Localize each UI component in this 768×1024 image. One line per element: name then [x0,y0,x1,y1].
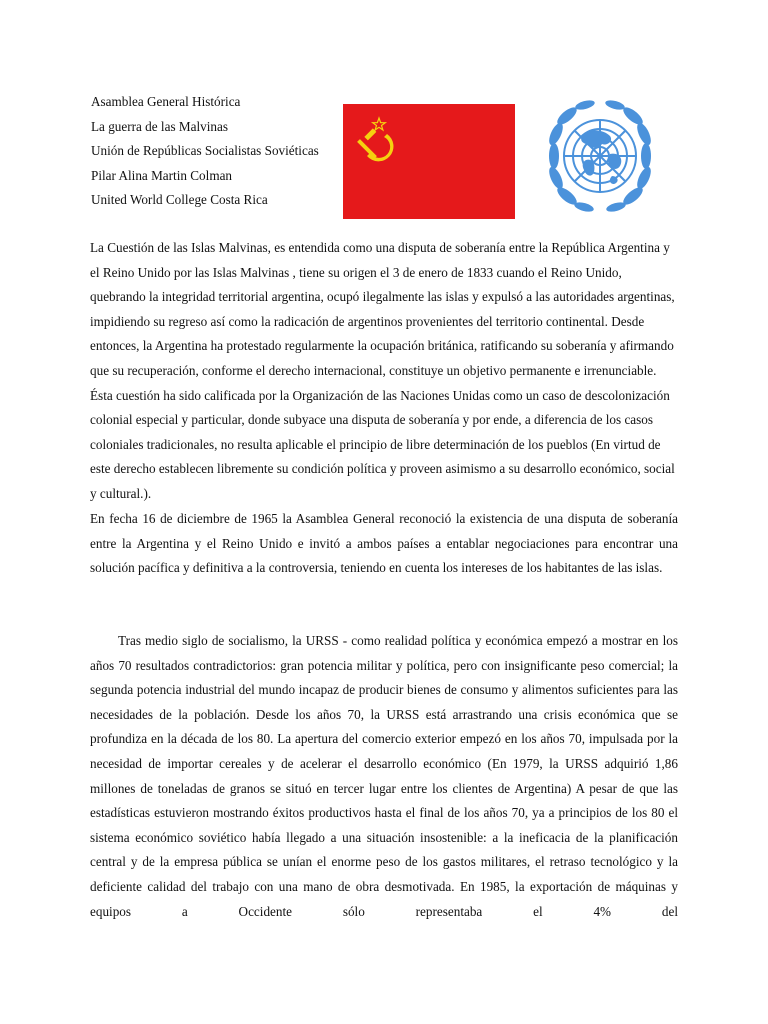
paragraph-general-assembly [90,507,678,581]
header-topic: La guerra de las Malvinas [91,118,228,134]
header-author: Pilar Alina Martin Colman [91,167,233,183]
paragraph-3-text: Tras medio siglo de socialismo, la URSS - como realidad política y económica empezó a mostrar en los años 70 resultados contradictorios: gran potencia militar y política, pero con insignificante peso comercial; la segunda potencia industrial del mundo incapaz de producir bienes de consumo y alimentos suficientes para las necesidades de la población. Desde los años 70, la URSS está arrastrando una crisis económica que se profundiza en la década de los 80. La apertura del comercio exterior empezó en los años 70, impulsada por la necesidad de importar cereales y de acelerar el desarrollo económico (En 1979, la URSS adquirió 1,86 millones de toneladas de granos se situó en tercer lugar entre los clientes de Argentina) A pesar de que las estadísticas estuvieron mostrando éxitos productivos hasta el final de los años 70, ya a principios de los 80 el sistema económico soviético había llegado a una situación insostenible: a la ineficacia de la planificación central y de la empresa pública se unían el enorme peso de los gastos militares, el retraso tecnológico y la deficiente calidad del trabajo con una mano de obra desmotivada. En 1985, la exportación de máquinas y equipos a Occidente sólo representaba el 4% del [90,633,678,919]
flag-hammer-head [364,128,376,140]
paragraph-malvinas-question [90,236,678,507]
flag-sickle [367,134,393,161]
globe [564,120,636,192]
header-school: United World College Costa Rica [91,192,268,207]
paragraph-ussr-economy [90,629,678,924]
paragraph-2-text: En fecha 16 de diciembre de 1965 la Asamblea General reconoció la existencia de una disputa de soberanía entre la Argentina y el Reino Unido e invitó a ambos países a entablar negociaciones para encontrar una solución pacífica y definitiva a la controversia, teniendo en cuenta los intereses de los habitantes de las islas. [90,511,678,576]
flag-hammer-handle [357,139,377,159]
ussr-flag-icon [343,104,515,219]
document-header [91,90,319,213]
paragraph-1-text: La Cuestión de las Islas Malvinas, es entendida como una disputa de soberanía entre la República Argentina y el Reino Unido por las Islas Malvinas , tiene su origen el 3 de enero de 1833 cuando el Reino Unido, quebrando la integridad territorial argentina, ocupó ilegalmente las islas y expulsó a las autoridades argentinas, impidiendo su regreso así como la radicación de argentinos provenientes del territorio continental. Desde entonces, la Argentina ha protestado regularmente la ocupación británica, ratificando su soberanía y afirmando que su recuperación, conforme el derecho internacional, constituye un objetivo permanente e irrenunciable. Ésta cuestión ha sido calificada por la Organización de las Naciones Unidas como un caso de descolonización colonial especial y particular, donde subyace una disputa de soberanía y por ende, a diferencia de los casos coloniales tradicionales, no resulta aplicable el principio de libre determinación de los pueblos (En virtud de este derecho establecen libremente su condición política y proveen asimismo a su desarrollo económico, social y cultural.). [90,240,675,501]
header-assembly: Asamblea General Histórica [91,94,241,109]
header-delegation: Unión de Repúblicas Socialistas Soviéticas [91,143,319,158]
un-emblem-icon [540,96,660,216]
flag-star [373,118,386,130]
